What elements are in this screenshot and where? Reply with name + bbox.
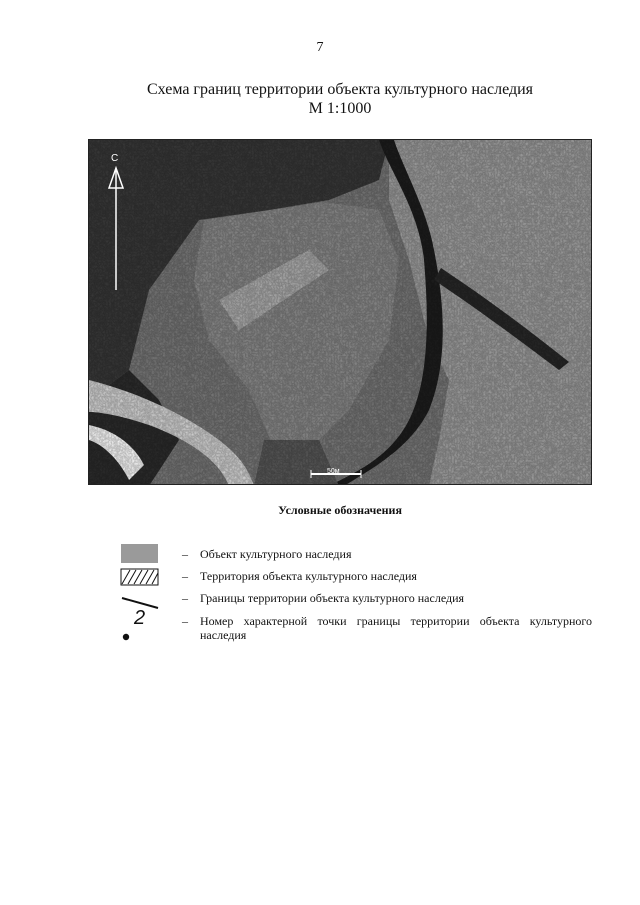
gray-fill-swatch-icon	[120, 543, 160, 565]
aerial-photo	[89, 140, 592, 485]
legend-item-territory	[120, 568, 600, 588]
point-marker-icon	[120, 607, 160, 643]
title-scale: М 1:1000	[308, 100, 372, 117]
title-line-1: Схема границ территории объекта культурного наследия	[146, 81, 534, 98]
legend-dash: –	[182, 569, 188, 583]
legend-item-label: Номер характерной точки границы территории объекта культурного наследия	[200, 614, 592, 642]
north-label: С	[111, 153, 119, 164]
legend-dash: –	[182, 614, 188, 628]
page-title	[0, 80, 640, 118]
legend-item-boundary	[120, 590, 600, 612]
legend-item-point	[120, 607, 600, 645]
legend-dash: –	[182, 591, 188, 605]
page-number: 7	[316, 40, 324, 55]
point-number-label: 2	[134, 607, 146, 629]
legend-item-label: Территория объекта культурного наследия	[200, 569, 417, 583]
scale-label: 50м	[327, 468, 340, 475]
hatched-swatch-icon	[120, 568, 160, 590]
legend-item-label: Границы территории объекта культурного наследия	[200, 591, 465, 605]
legend-item-object	[120, 543, 600, 565]
legend-dash: –	[182, 547, 188, 561]
legend-item-label: Объект культурного наследия	[200, 547, 352, 561]
legend-title: Условные обозначения	[278, 503, 402, 517]
map-image	[88, 139, 592, 485]
